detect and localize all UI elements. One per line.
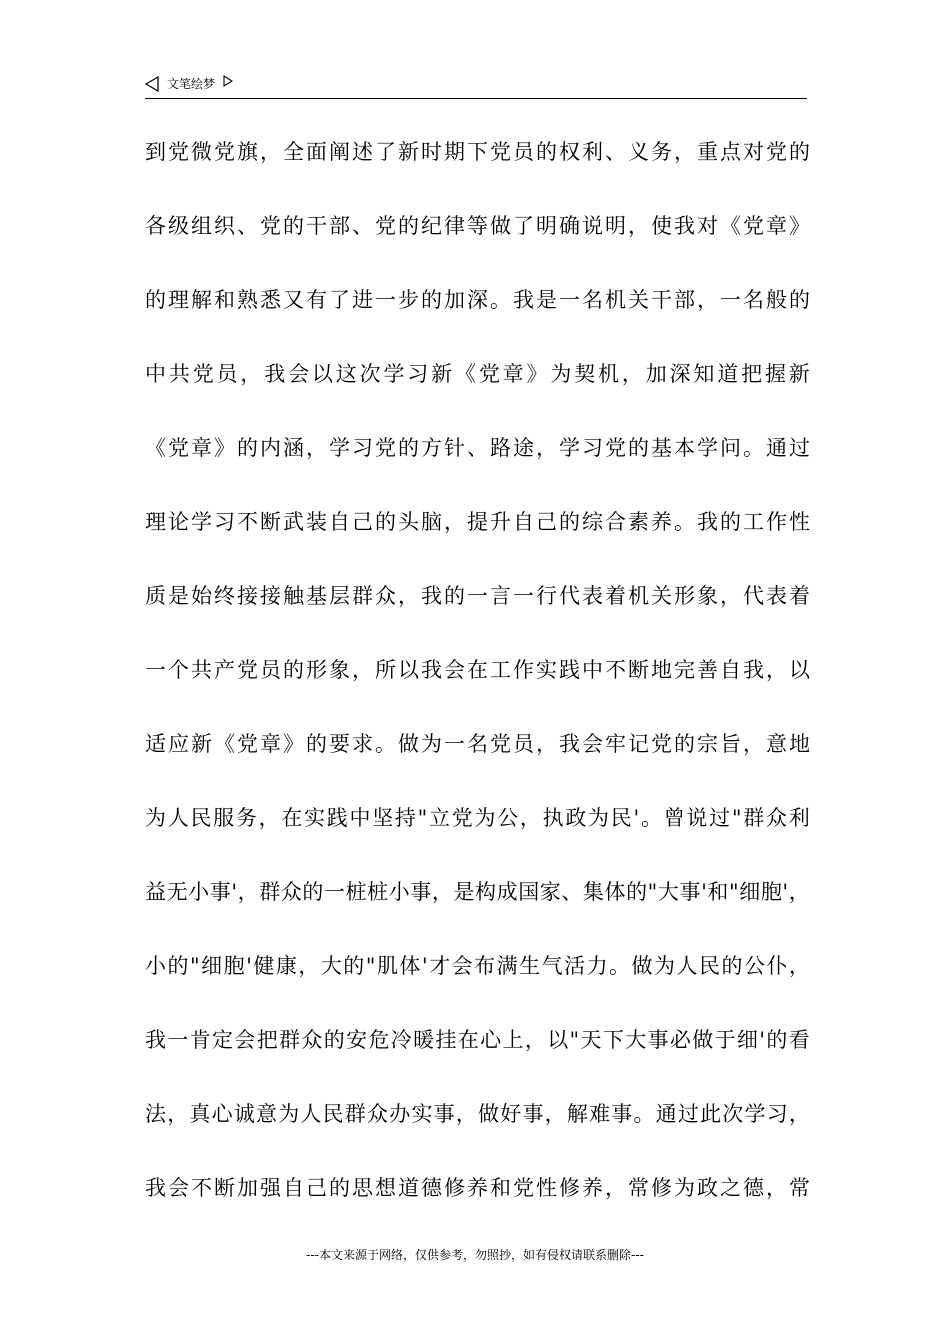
disclaimer-footer: ---本文来源于网络，仅供参考，勿照抄，如有侵权请联系删除--- bbox=[306, 1248, 644, 1262]
text-line: 中 共 党 员 ， 我 会 以 这 次 学 习 新 《 党 章 》 为 契 机 ， 加 深 知 道 把 握 新 bbox=[145, 362, 810, 386]
text-line: 质 是 始 终 接 接 触 基 层 群 众 ， 我 的 一 言 一 行 代 表 着 机 关 形 象 ， 代 表 着 bbox=[145, 584, 810, 608]
text-line: 法 ， 真 心 诚 意 为 人 民 群 众 办 实 事 ， 做 好 事 ， 解 难 事 。 通 过 此 次 学 习 ， bbox=[145, 1102, 810, 1126]
triangle-left-icon bbox=[145, 76, 159, 92]
header-brand bbox=[145, 75, 233, 92]
text-line: 益 无 小 事 ' ， 群 众 的 一 桩 桩 小 事 ， 是 构 成 国 家 、 集 体 的 " 大 事 ' 和 " 细 胞 ' ， bbox=[145, 880, 810, 904]
text-line: 我 会 不 断 加 强 自 己 的 思 想 道 德 修 养 和 党 性 修 养 ， 常 修 为 政 之 德 ， 常 bbox=[145, 1176, 810, 1200]
text-line: 《 党 章 》 的 内 涵 ， 学 习 党 的 方 针 、 路 途 ， 学 习 党 的 基 本 学 问 。 通 过 bbox=[145, 436, 810, 460]
text-line: 我 一 肯 定 会 把 群 众 的 安 危 冷 暖 挂 在 心 上 ， 以 " 天 下 大 事 必 做 于 细 ' 的 看 bbox=[145, 1028, 810, 1052]
page-header bbox=[145, 72, 807, 99]
text-line: 为 人 民 服 务 ， 在 实 践 中 坚 持 " 立 党 为 公 ， 执 政 为 民 ' 。 曾 说 过 " 群 众 利 bbox=[145, 806, 810, 830]
text-line: 各 级 组 织 、 党 的 干 部 、 党 的 纪 律 等 做 了 明 确 说 明 ， 使 我 对 《 党 章 》 bbox=[145, 214, 810, 238]
text-line: 一 个 共 产 党 员 的 形 象 ， 所 以 我 会 在 工 作 实 践 中 不 断 地 完 善 自 我 ， 以 bbox=[145, 658, 810, 682]
brand-title: 文笔绘梦 bbox=[167, 77, 216, 91]
document-body bbox=[145, 130, 810, 1240]
triangle-right-icon bbox=[223, 75, 233, 87]
text-line: 到 党 微 党 旗 ， 全 面 阐 述 了 新 时 期 下 党 员 的 权 利 、 义 务 ， 重 点 对 党 的 bbox=[145, 140, 810, 164]
text-line: 理 论 学 习 不 断 武 装 自 己 的 头 脑 ， 提 升 自 己 的 综 合 素 养 。 我 的 工 作 性 bbox=[145, 510, 810, 534]
text-line: 小 的 " 细 胞 ' 健 康 ， 大 的 " 肌 体 ' 才 会 布 满 生 气 活 力 。 做 为 人 民 的 公 仆 ， bbox=[145, 954, 810, 978]
text-line: 的 理 解 和 熟 悉 又 有 了 进 一 步 的 加 深 。 我 是 一 名 机 关 干 部 ， 一 名 般 的 bbox=[145, 288, 810, 312]
text-line: 适 应 新 《 党 章 》 的 要 求 。 做 为 一 名 党 员 ， 我 会 牢 记 党 的 宗 旨 ， 意 地 bbox=[145, 732, 810, 756]
